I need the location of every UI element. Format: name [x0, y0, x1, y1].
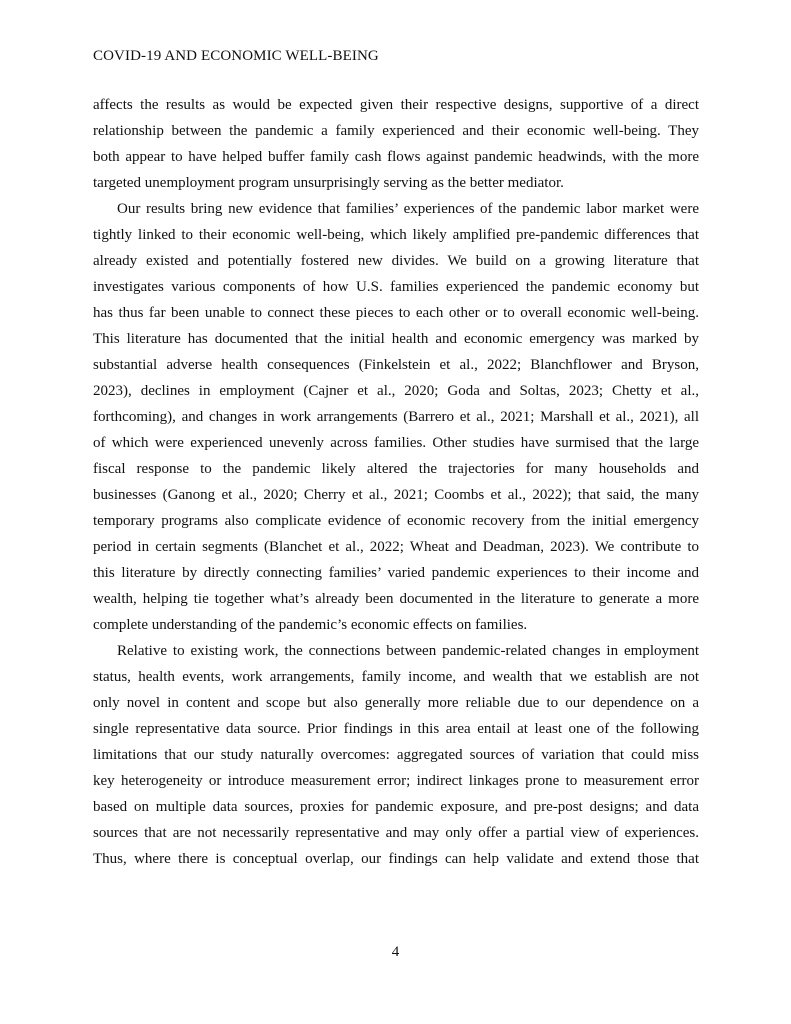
text-line: single representative data source. Prior findings in this area entail at least one of the following	[93, 721, 699, 737]
text-line: affects the results as would be expected given their respective designs, supportive of a direct	[93, 97, 699, 113]
paragraph	[93, 196, 699, 638]
page-number: 4	[391, 944, 400, 960]
body-text	[93, 92, 699, 872]
paragraph	[93, 92, 699, 196]
text-line: based on multiple data sources, proxies for pandemic exposure, and pre-post designs; and data	[93, 799, 699, 815]
text-line: relationship between the pandemic a family experienced and their economic well-being. They	[93, 123, 699, 139]
text-line: wealth, helping tie together what’s already been documented in the literature to generate a more	[93, 591, 699, 607]
text-line: tightly linked to their economic well-being, which likely amplified pre-pandemic differences that	[93, 227, 699, 243]
text-line: investigates various components of how U.S. families experienced the pandemic economy but	[93, 279, 699, 295]
text-line: period in certain segments (Blanchet et al., 2022; Wheat and Deadman, 2023). We contribute to	[93, 539, 699, 555]
running-header: COVID-19 AND ECONOMIC WELL-BEING	[93, 48, 379, 64]
text-line: businesses (Ganong et al., 2020; Cherry et al., 2021; Coombs et al., 2022); that said, the many	[93, 487, 699, 503]
text-line: substantial adverse health consequences (Finkelstein et al., 2022; Blanchflower and Bryson,	[93, 357, 699, 373]
text-line: targeted unemployment program unsurprisingly serving as the better mediator.	[93, 175, 564, 191]
text-line: Relative to existing work, the connections between pandemic-related changes in employment	[117, 643, 699, 659]
text-line: sources that are not necessarily representative and may only offer a partial view of experiences.	[93, 825, 699, 841]
text-line: key heterogeneity or introduce measurement error; indirect linkages prone to measurement error	[93, 773, 699, 789]
text-line: both appear to have helped buffer family cash flows against pandemic headwinds, with the more	[93, 149, 699, 165]
text-line: This literature has documented that the initial health and economic emergency was marked by	[93, 331, 699, 347]
text-line: limitations that our study naturally overcomes: aggregated sources of variation that could miss	[93, 747, 699, 763]
text-line: of which were experienced unevenly across families. Other studies have surmised that the large	[93, 435, 699, 451]
text-line: Our results bring new evidence that families’ experiences of the pandemic labor market were	[117, 201, 699, 217]
text-line: forthcoming), and changes in work arrangements (Barrero et al., 2021; Marshall et al., 2021), all	[93, 409, 699, 425]
text-line: this literature by directly connecting families’ varied pandemic experiences to their income and	[93, 565, 699, 581]
text-line: has thus far been unable to connect these pieces to each other or to overall economic well-being.	[93, 305, 699, 321]
text-line: 2023), declines in employment (Cajner et al., 2020; Goda and Soltas, 2023; Chetty et al.,	[93, 383, 699, 399]
text-line: status, health events, work arrangements, family income, and wealth that we establish are not	[93, 669, 699, 685]
text-line: fiscal response to the pandemic likely altered the trajectories for many households and	[93, 461, 699, 477]
text-line: only novel in content and scope but also generally more reliable due to our dependence on a	[93, 695, 699, 711]
paragraph	[93, 638, 699, 872]
text-line: Thus, where there is conceptual overlap, our findings can help validate and extend those that	[93, 851, 699, 867]
text-line: complete understanding of the pandemic’s economic effects on families.	[93, 617, 528, 633]
text-line: temporary programs also complicate evidence of economic recovery from the initial emergency	[93, 513, 699, 529]
text-line: already existed and potentially fostered new divides. We build on a growing literature that	[93, 253, 699, 269]
